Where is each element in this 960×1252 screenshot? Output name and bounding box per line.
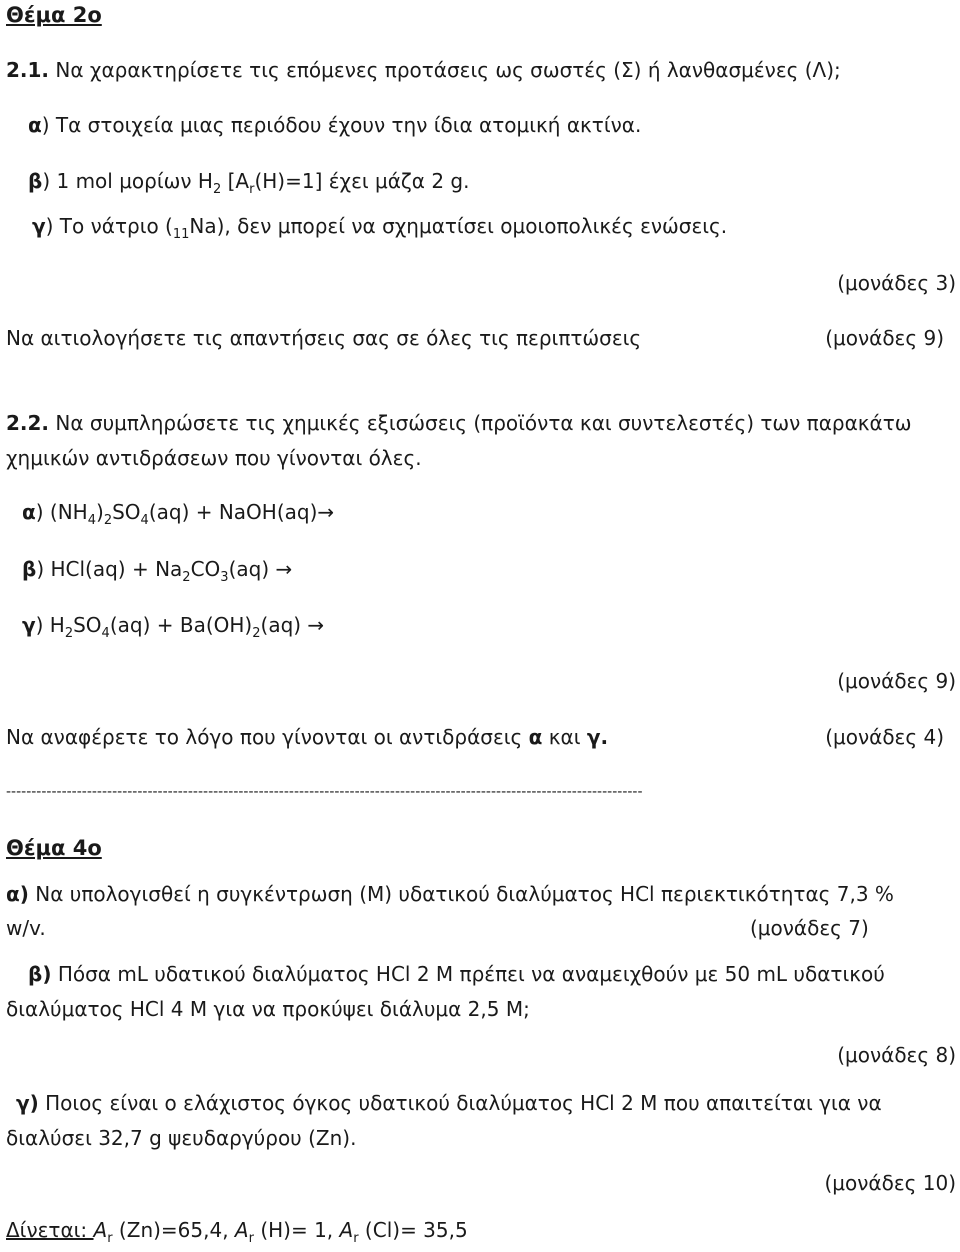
- marks-2-1-b: (μονάδες 9): [825, 326, 944, 350]
- marks-2-2-a: (μονάδες 9): [837, 669, 956, 693]
- question-2-2-prompt-cont: χημικών αντιδράσεων που γίνονται όλες.: [6, 446, 422, 470]
- question-2-2-prompt: 2.2. Να συμπληρώσετε τις χημικές εξισώσεις (προϊόντα και συντελεστές) των παρακάτω: [6, 411, 912, 435]
- question-4-a: α) Να υπολογισθεί η συγκέντρωση (M) υδατικού διαλύματος HCl περιεκτικότητας 7,3 %: [6, 882, 894, 906]
- justify-instruction: Να αιτιολογήσετε τις απαντήσεις σας σε όλες τις περιπτώσεις: [6, 326, 642, 350]
- question-4-a-cont: w/v.: [6, 916, 46, 940]
- question-2-1-c: γ) Το νάτριο $(_{11}Na)$, δεν μπορεί να σχηματίσει ομοιοπολικές ενώσεις.: [32, 214, 728, 242]
- question-2-1-prompt: 2.1. Να χαρακτηρίσετε τις επόμενες προτάσεις ως σωστές (Σ) ή λανθασμένες (Λ);: [6, 58, 841, 82]
- marks-4-b: (μονάδες 8): [837, 1043, 956, 1067]
- question-4-c: γ) Ποιος είναι ο ελάχιστος όγκος υδατικού διαλύματος HCl 2 M που απαιτείται για να: [16, 1091, 882, 1115]
- given-values: Δίνεται: $A_r$ (Zn)=65,4, $A_r$ (H)= 1, $A_r$ (Cl)= 35,5: [6, 1218, 468, 1246]
- marks-4-a: (μονάδες 7): [750, 916, 869, 940]
- question-4-b-cont: διαλύματος HCl 4 M για να προκύψει διάλυμα 2,5 M;: [6, 997, 530, 1021]
- section-4-title: Θέμα 4ο: [6, 836, 102, 860]
- reaction-b: β) $HCl(aq) + Na_2CO_3(aq)$ →: [22, 557, 293, 585]
- marks-2-1-a: (μονάδες 3): [837, 271, 956, 295]
- question-2-1-b: β) 1 mol μορίων $H_2$ $[A_r(H)=1]$ έχει μάζα 2 g.: [28, 169, 470, 197]
- question-4-c-cont: διαλύσει 32,7 g ψευδαργύρου (Zn).: [6, 1126, 357, 1150]
- section-divider: ------------------------------------------------------------------------------------------------------------------------------: [6, 784, 643, 800]
- section-2-title: Θέμα 2ο: [6, 3, 102, 27]
- question-4-b: β) Πόσα mL υδατικού διαλύματος HCl 2 M πρέπει να αναμειχθούν με 50 mL υδατικού: [28, 962, 885, 986]
- question-2-1-a: α) Τα στοιχεία μιας περιόδου έχουν την ίδια ατομική ακτίνα.: [28, 113, 642, 137]
- marks-2-2-b: (μονάδες 4): [825, 725, 944, 749]
- reaction-c: γ) $H_2SO_4(aq) + Ba(OH)_2(aq)$ →: [22, 613, 325, 641]
- marks-4-c: (μονάδες 10): [824, 1171, 956, 1195]
- reason-instruction: Να αναφέρετε το λόγο που γίνονται οι αντιδράσεις α και γ.: [6, 725, 609, 749]
- reaction-a: α) $(NH_4)_2SO_4(aq)$ + NaOH(aq)→: [22, 500, 335, 528]
